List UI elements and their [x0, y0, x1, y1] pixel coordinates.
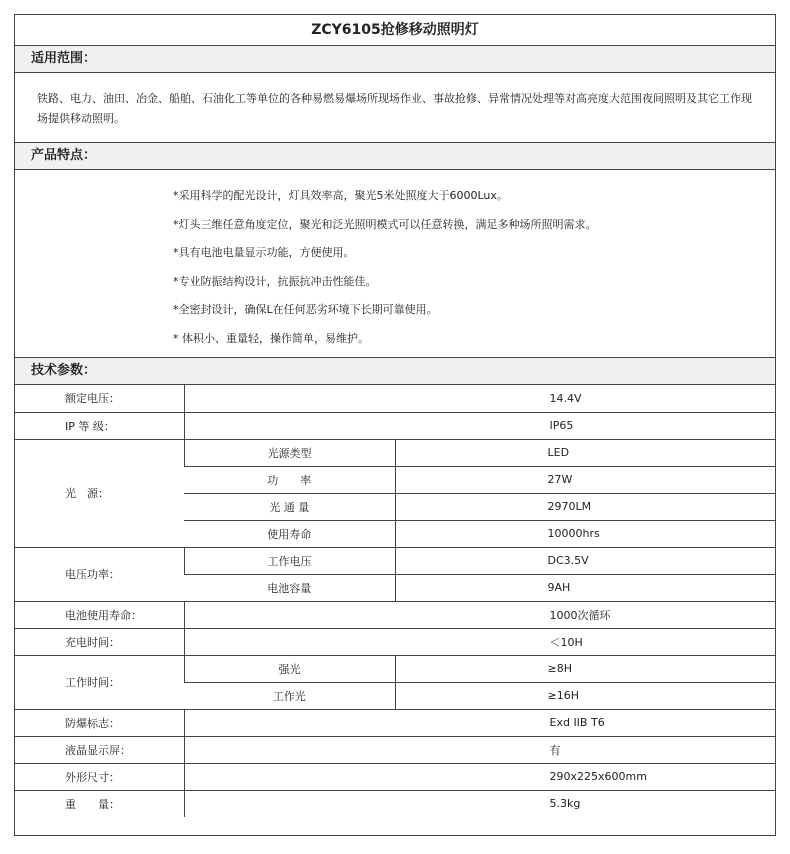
- spec-label: 工作时间：: [15, 655, 184, 709]
- table-row: [15, 547, 775, 574]
- spec-value: ≥8H: [395, 655, 775, 682]
- spec-label: 充电时间：: [15, 628, 184, 655]
- spec-value: 10000hrs: [395, 520, 775, 547]
- spec-table: [15, 385, 775, 817]
- table-row: [15, 763, 775, 790]
- spec-value: LED: [395, 439, 775, 466]
- spec-sublabel: 工作光: [184, 682, 395, 709]
- spec-value: 290x225x600mm: [184, 763, 775, 790]
- spec-value: 2970LM: [395, 493, 775, 520]
- spec-value: 5.3kg: [184, 790, 775, 817]
- feature-item: *灯头三维任意角度定位，聚光和泛光照明模式可以任意转换，满足多种场所照明需求。: [173, 217, 597, 231]
- spec-label: 防爆标志：: [15, 709, 184, 736]
- spec-label: 电压功率：: [15, 547, 184, 601]
- spec-sublabel: 使用寿命: [184, 520, 395, 547]
- spec-value: 1000次循环: [184, 601, 775, 628]
- table-row: [15, 412, 775, 439]
- spec-value: ≥16H: [395, 682, 775, 709]
- scope-heading: 适用范围：: [15, 46, 775, 73]
- spec-sublabel: 电池容量: [184, 574, 395, 601]
- spec-sublabel: 工作电压: [184, 547, 395, 574]
- table-row: [15, 385, 775, 412]
- spec-sublabel: 功 率: [184, 466, 395, 493]
- spec-label: 外形尺寸：: [15, 763, 184, 790]
- table-row: [15, 439, 775, 466]
- feature-item: *专业防振结构设计，抗振抗冲击性能佳。: [173, 274, 377, 288]
- spec-label: 光 源：: [15, 439, 184, 547]
- spec-label: 额定电压：: [65, 392, 120, 406]
- spec-label: 重 量：: [15, 790, 184, 817]
- specs-heading: 技术参数：: [15, 358, 775, 385]
- spec-sublabel: 光源类型: [184, 439, 395, 466]
- spec-value: Exd IIB T6: [184, 709, 775, 736]
- document-title: ZCY6105抢修移动照明灯: [15, 15, 775, 46]
- spec-sheet: [14, 14, 776, 836]
- feature-item: *具有电池电量显示功能，方便使用。: [173, 246, 355, 259]
- feature-item: *全密封设计，确保L在任何恶劣环境下长期可靠使用。: [173, 303, 438, 316]
- spec-value: 有: [184, 736, 775, 763]
- spec-value: 27W: [395, 466, 775, 493]
- spec-value: DC3.5V: [395, 547, 775, 574]
- spec-value: 9AH: [395, 574, 775, 601]
- table-row: [15, 628, 775, 655]
- table-row: [15, 601, 775, 628]
- spec-sublabel: 强光: [184, 655, 395, 682]
- spec-label: 电池使用寿命：: [15, 601, 184, 628]
- table-row: [15, 655, 775, 682]
- feature-item: * 体积小、重量轻，操作简单，易维护。: [173, 331, 369, 345]
- features-list: [15, 170, 775, 358]
- feature-item: *采用科学的配光设计，灯具效率高，聚光5米处照度大于6000Lux。: [173, 189, 508, 202]
- table-row: [15, 736, 775, 763]
- spec-sublabel: 光 通 量: [184, 493, 395, 520]
- scope-text: 铁路、电力、油田、冶金、船舶、石油化工等单位的各种易燃易爆场所现场作业、事故抢修、异常情况处理等对高亮度大范围夜间照明及其它工作现场提供移动照明。: [15, 73, 775, 143]
- table-row: [15, 790, 775, 817]
- spec-label: 液晶显示屏：: [15, 736, 184, 763]
- spec-value: IP65: [184, 412, 775, 439]
- table-row: [15, 709, 775, 736]
- spec-label: IP 等 级：: [15, 412, 184, 439]
- spec-value: 14.4V: [184, 385, 775, 412]
- spec-value: ＜10H: [184, 628, 775, 655]
- features-heading: 产品特点：: [15, 143, 775, 170]
